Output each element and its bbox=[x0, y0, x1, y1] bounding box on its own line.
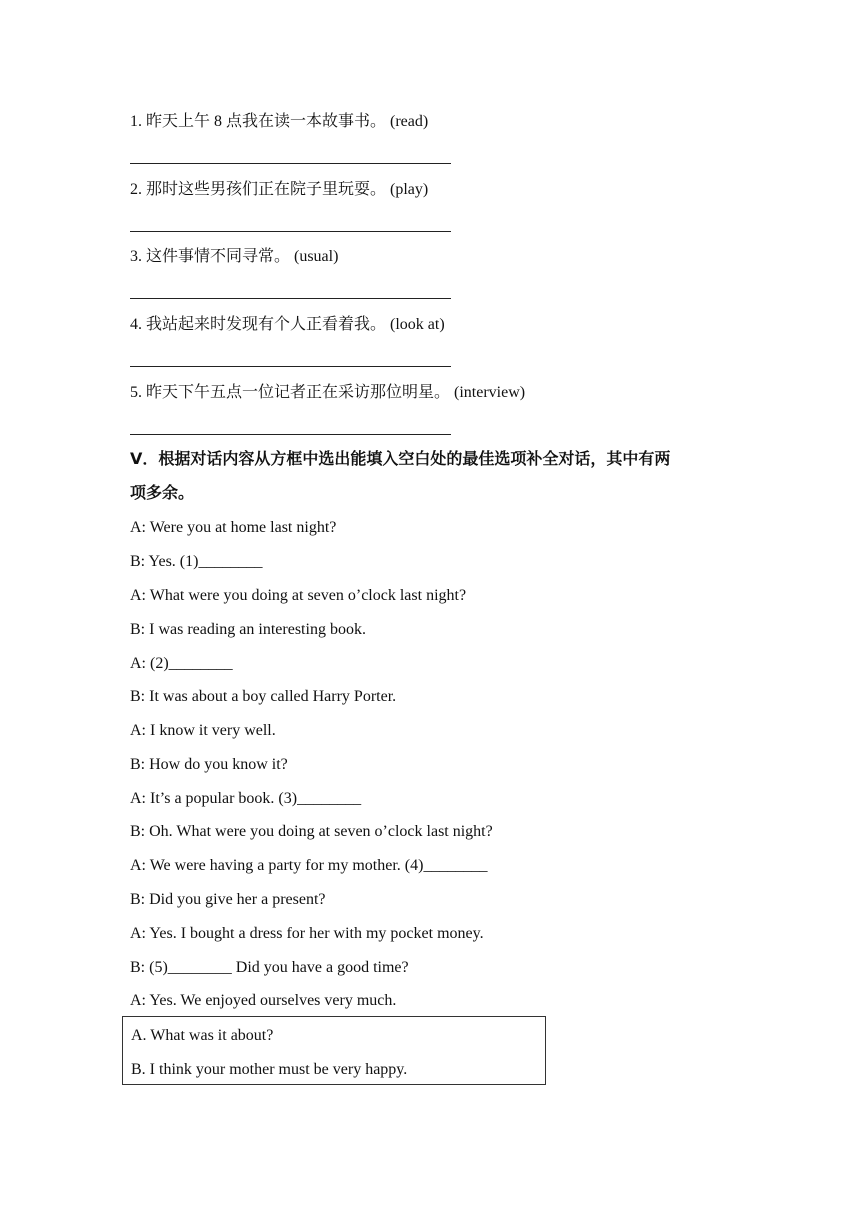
options-box bbox=[122, 1016, 546, 1085]
answer-line-3 bbox=[130, 298, 451, 299]
dialogue-line: A: What were you doing at seven o’clock last night? bbox=[130, 587, 467, 604]
dialogue-line: A: We were having a party for my mother. (4)________ bbox=[130, 857, 488, 874]
dialogue-line: B: I was reading an interesting book. bbox=[130, 621, 366, 638]
dialogue-line: B: Did you give her a present? bbox=[130, 891, 326, 908]
option-b: B. I think your mother must be very happy. bbox=[131, 1061, 408, 1078]
translation-item-2: 2. 那时这些男孩们正在院子里玩耍。 (play) bbox=[130, 181, 429, 198]
dialogue-line: B: Oh. What were you doing at seven o’clock last night? bbox=[130, 823, 493, 840]
translation-item-3: 3. 这件事情不同寻常。 (usual) bbox=[130, 248, 339, 265]
answer-line-5 bbox=[130, 434, 451, 435]
dialogue-line: B: Yes. (1)________ bbox=[130, 553, 263, 570]
section-heading-line-2: 项多余。 bbox=[130, 483, 195, 502]
section-heading-line-1: Ⅴ．根据对话内容从方框中选出能填入空白处的最佳选项补全对话，其中有两 bbox=[130, 449, 671, 468]
answer-line-1 bbox=[130, 163, 451, 164]
dialogue-line: A: I know it very well. bbox=[130, 722, 276, 739]
dialogue-line: A: It’s a popular book. (3)________ bbox=[130, 790, 362, 807]
answer-line-4 bbox=[130, 366, 451, 367]
translation-item-1: 1. 昨天上午 8 点我在读一本故事书。 (read) bbox=[130, 113, 429, 130]
dialogue-line: B: (5)________ Did you have a good time? bbox=[130, 959, 409, 976]
section-heading bbox=[130, 442, 730, 510]
translation-item-4: 4. 我站起来时发现有个人正看着我。 (look at) bbox=[130, 316, 445, 333]
dialogue-line: A: Were you at home last night? bbox=[130, 519, 337, 536]
answer-line-2 bbox=[130, 231, 451, 232]
dialogue-line: A: (2)________ bbox=[130, 655, 233, 672]
translation-item-5: 5. 昨天下午五点一位记者正在采访那位明星。 (interview) bbox=[130, 384, 526, 401]
dialogue-line: B: How do you know it? bbox=[130, 756, 288, 773]
dialogue-line: B: It was about a boy called Harry Porter. bbox=[130, 688, 397, 705]
dialogue-line: A: Yes. I bought a dress for her with my pocket money. bbox=[130, 925, 484, 942]
option-a: A. What was it about? bbox=[131, 1027, 274, 1044]
dialogue-line: A: Yes. We enjoyed ourselves very much. bbox=[130, 992, 397, 1009]
